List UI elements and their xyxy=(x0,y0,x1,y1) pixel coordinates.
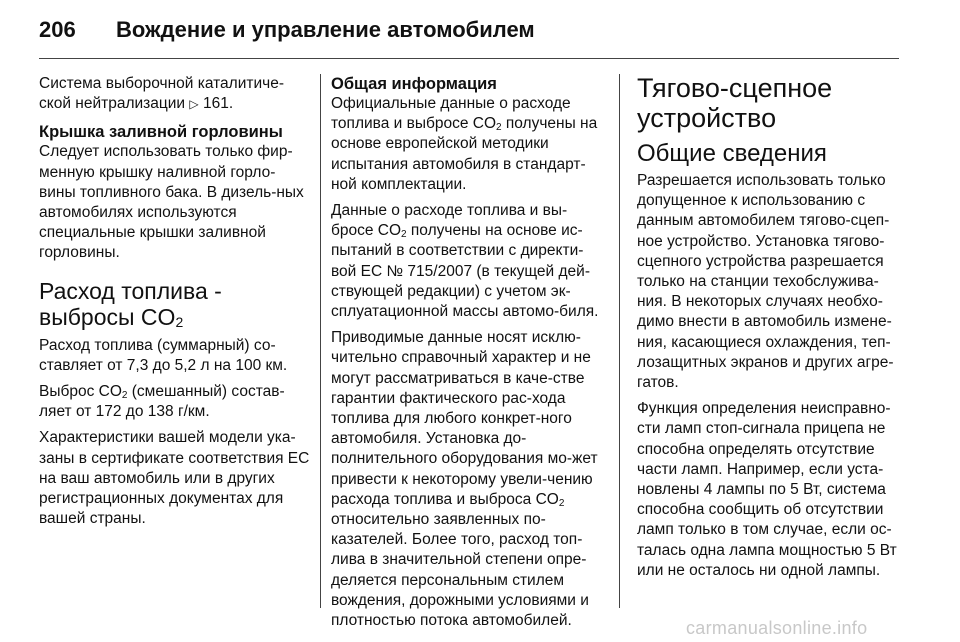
column-left xyxy=(39,74,311,535)
model-characteristics-paragraph: Характеристики вашей модели ука-заны в сертификате соответствия ЕС на ваш автомобиль или в других регистрационных документах для вашей страны. xyxy=(39,429,310,528)
co2-subscript: 2 xyxy=(121,390,128,402)
general-section-heading: Общие сведения xyxy=(637,140,827,167)
fuel-heading-line2: выбросы CO xyxy=(39,303,176,330)
co2-subscript: 2 xyxy=(558,497,565,509)
column-right xyxy=(637,74,907,587)
official-data-text-a: Официальные данные о расходе топлива и выбросе CO xyxy=(331,95,571,133)
fuel-consumption-paragraph: Расход топлива (суммарный) со-ставляет от 7,3 до 5,2 л на 100 км. xyxy=(39,336,288,374)
towing-permission-paragraph: Разрешается использовать только допущенное к использованию с данным автомобилем тягово-сцеп-ное устройство. Установка тягово-сцепного устройства разрешается только на станции техобслужива-ния. В некоторых случаях необхо-димо внести в автомобиль измене-ния, касающиеся охлаждения, теп-лозащитных экранов и других агре-гатов. xyxy=(637,172,894,392)
page-number: 206 xyxy=(39,17,76,42)
lamp-detection-paragraph: Функция определения неисправно-сти ламп стоп-сигнала прицепа не способна определять отсутствие части ламп. Например, если уста-новлены 4 лампы по 5 Вт, система способна сообщить об отсутствии ламп только в том случае, если ос-талась одна лампа мощностью 5 Вт или не осталось ни одной лампы. xyxy=(637,400,897,579)
column-middle xyxy=(331,74,606,637)
column-divider-1 xyxy=(320,74,321,608)
co2-subscript: 2 xyxy=(401,229,407,241)
fuel-heading-line1: Расход топлива - xyxy=(39,277,222,304)
reference-data-paragraph xyxy=(331,328,606,631)
co2-text-b: (смешанный) состав-ляет от 172 до 138 г/км. xyxy=(39,383,285,421)
general-info-heading: Общая информация xyxy=(331,75,497,93)
page-title: Вождение и управление автомобилем xyxy=(116,17,535,42)
co2-subscript: 2 xyxy=(496,122,502,134)
header-divider xyxy=(39,58,899,59)
official-data-text-b: получены на основе европейской методики испытания автомобиля в стандарт-ной комплектации. xyxy=(331,115,598,193)
page-reference-arrow-icon[interactable]: ▷ xyxy=(189,97,199,112)
directive-text-b: получены на основе ис-пытаний в соответствии с директи-вой ЕС № 715/2007 (в текущей дей-ствующей редакции) с учетом эк-сплуатационной массы автомо-биля. xyxy=(331,222,599,321)
reference-text-b: относительно заявленных по-казателей. Более того, расход топ-лива в значительной степени опре-деляется персональным стилем вождения, дорожными условиями и плотностью потока автомобилей. xyxy=(331,511,589,630)
filler-cap-heading: Крышка заливной горловины xyxy=(39,123,283,142)
co2-subscript: 2 xyxy=(175,313,184,330)
co2-emission-paragraph xyxy=(39,382,311,422)
filler-cap-text: Следует использовать только фир-менную крышку наливной горло-вины топливного бака. В дизель-ных автомобилях используются специальные крышки заливной горловины. xyxy=(39,143,304,262)
directive-text-a: Данные о расходе топлива и вы-бросе CO xyxy=(331,202,568,240)
official-data-paragraph xyxy=(331,94,606,195)
watermark: carmanualsonline.info xyxy=(686,618,868,638)
towing-device-title: Тягово-сцепное устройство xyxy=(637,73,833,133)
page-header xyxy=(0,0,960,60)
reference-text-a: Приводимые данные носят исклю-чительно справочный характер и не могут рассматриваться в каче-стве гарантии фактического рас-хода топлива для любого конкрет-ного автомобиля. Установка до-полнительного оборудования мо-жет привести к некоторому увели-чению расхода топлива и выброса CO xyxy=(331,329,598,508)
cross-reference-paragraph xyxy=(39,74,311,114)
page-reference-link[interactable]: 161. xyxy=(202,95,234,113)
directive-paragraph xyxy=(331,201,606,322)
fuel-consumption-heading xyxy=(39,278,311,330)
column-divider-2 xyxy=(619,74,620,608)
intro-text: Система выборочной каталитиче-ской нейтрализации xyxy=(39,75,284,113)
co2-text-a: Выброс CO xyxy=(39,383,122,401)
